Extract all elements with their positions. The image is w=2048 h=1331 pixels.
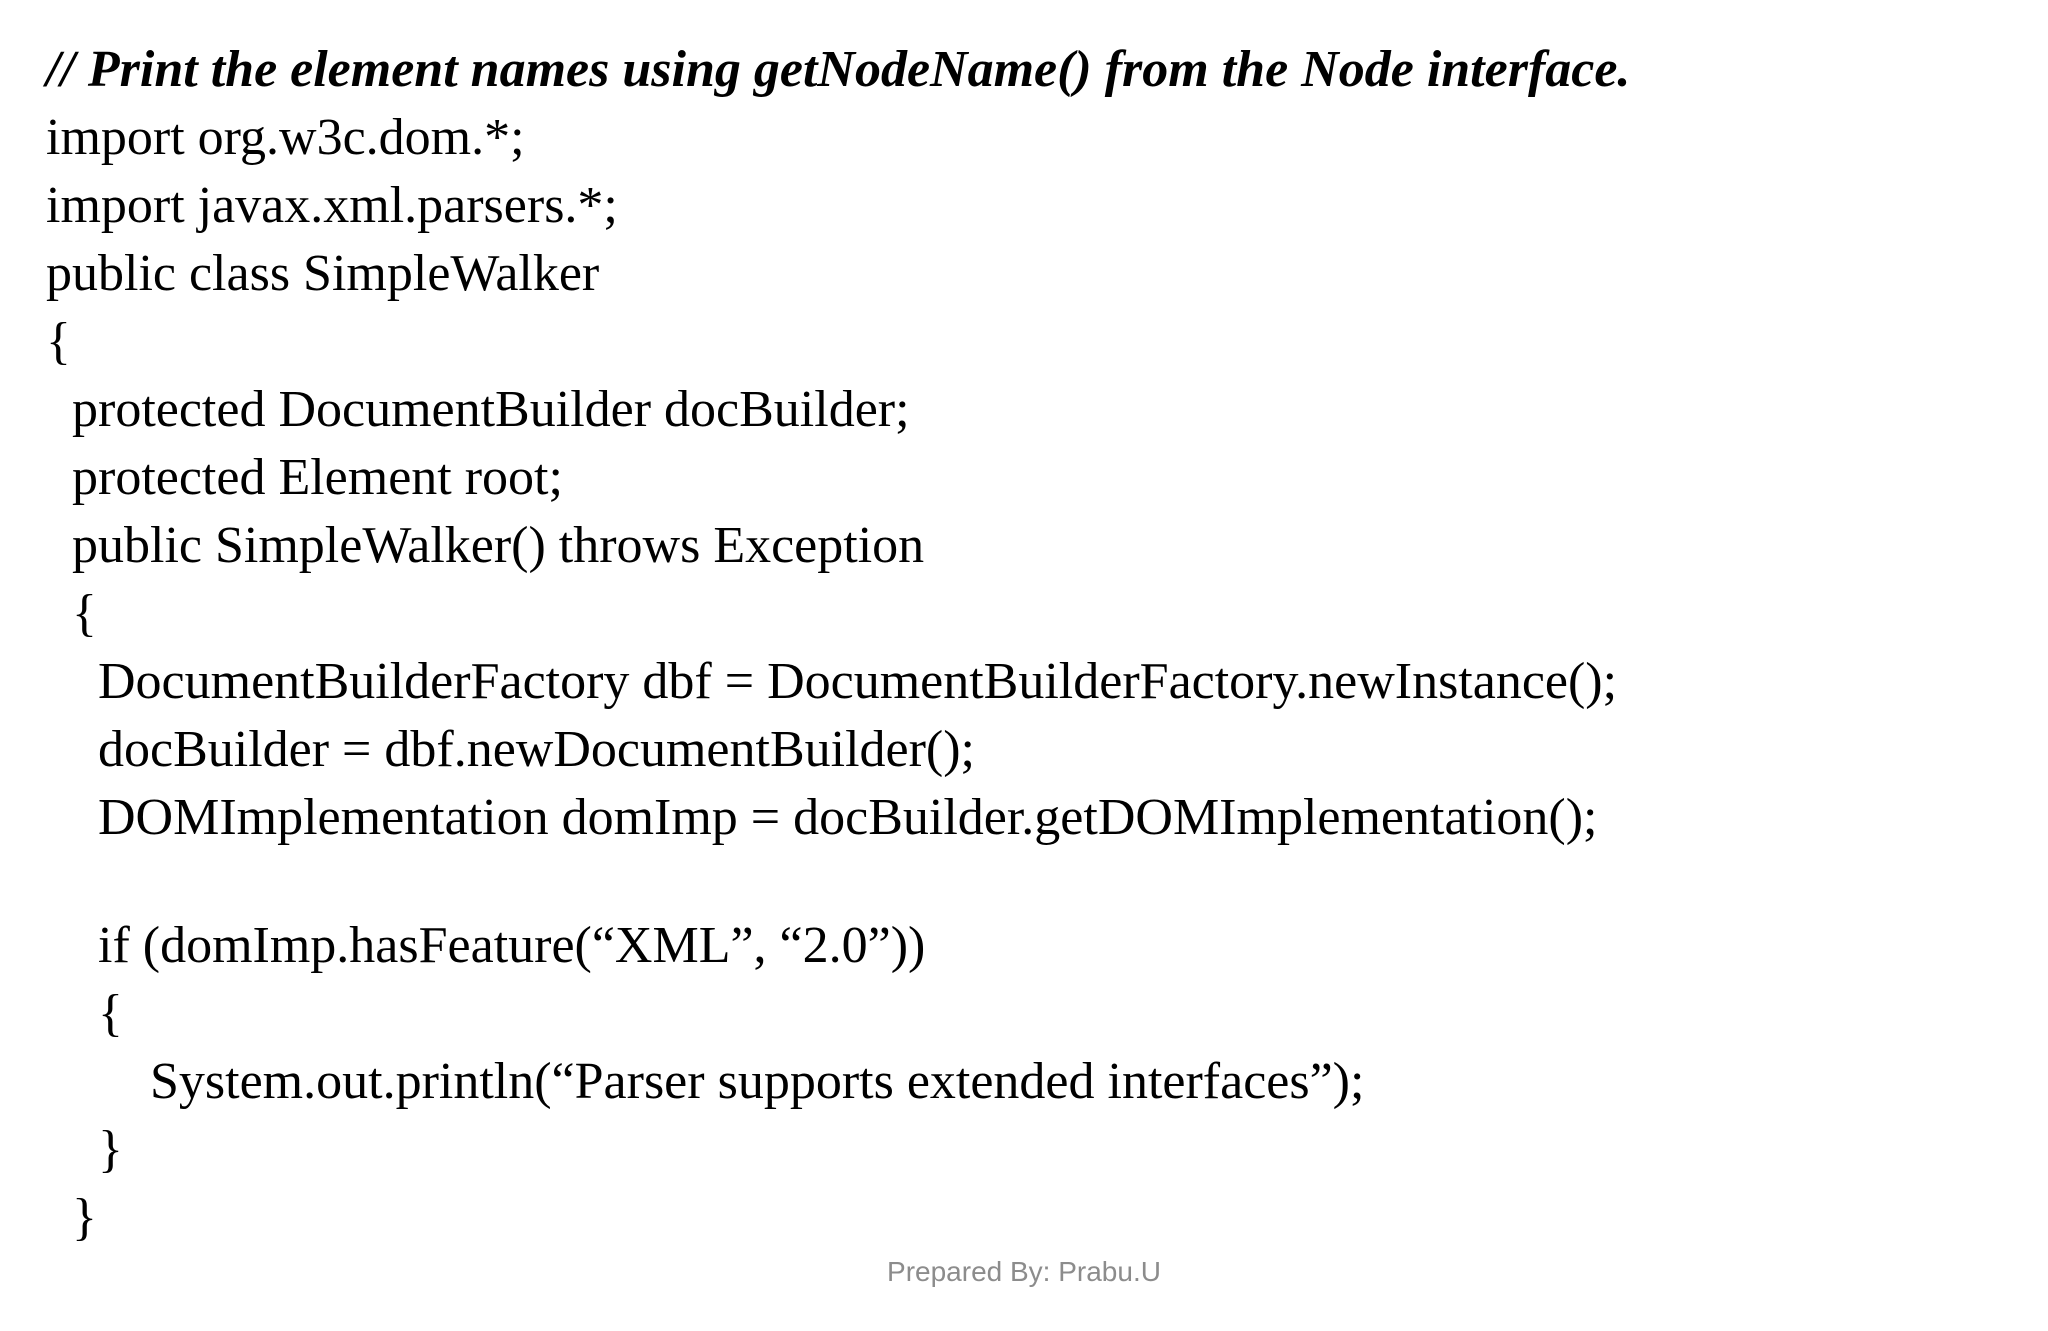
code-line: docBuilder = dbf.newDocumentBuilder(); — [46, 721, 975, 778]
code-line: public class SimpleWalker — [46, 245, 600, 302]
code-blank-line — [46, 852, 1630, 912]
code-line: DocumentBuilderFactory dbf = DocumentBuilderFactory.newInstance(); — [46, 653, 1618, 710]
code-line: protected Element root; — [46, 449, 563, 506]
code-line: import javax.xml.parsers.*; — [46, 177, 618, 234]
code-line: } — [46, 1121, 123, 1178]
code-line: { — [46, 585, 97, 642]
code-line: System.out.println(“Parser supports extended interfaces”); — [46, 1053, 1365, 1110]
code-line: DOMImplementation domImp = docBuilder.getDOMImplementation(); — [46, 789, 1598, 846]
code-line: { — [46, 985, 123, 1042]
footer-credit: Prepared By: Prabu.U — [887, 1256, 1161, 1287]
code-line: if (domImp.hasFeature(“XML”, “2.0”)) — [46, 917, 926, 974]
code-comment-line: // Print the element names using getNodeName() from the Node interface. — [46, 41, 1631, 98]
code-line: protected DocumentBuilder docBuilder; — [46, 381, 910, 438]
code-line: { — [46, 313, 71, 370]
code-line: public SimpleWalker() throws Exception — [46, 517, 925, 574]
code-line: import org.w3c.dom.*; — [46, 109, 525, 166]
code-line: } — [46, 1189, 97, 1246]
code-block — [46, 36, 1630, 1252]
